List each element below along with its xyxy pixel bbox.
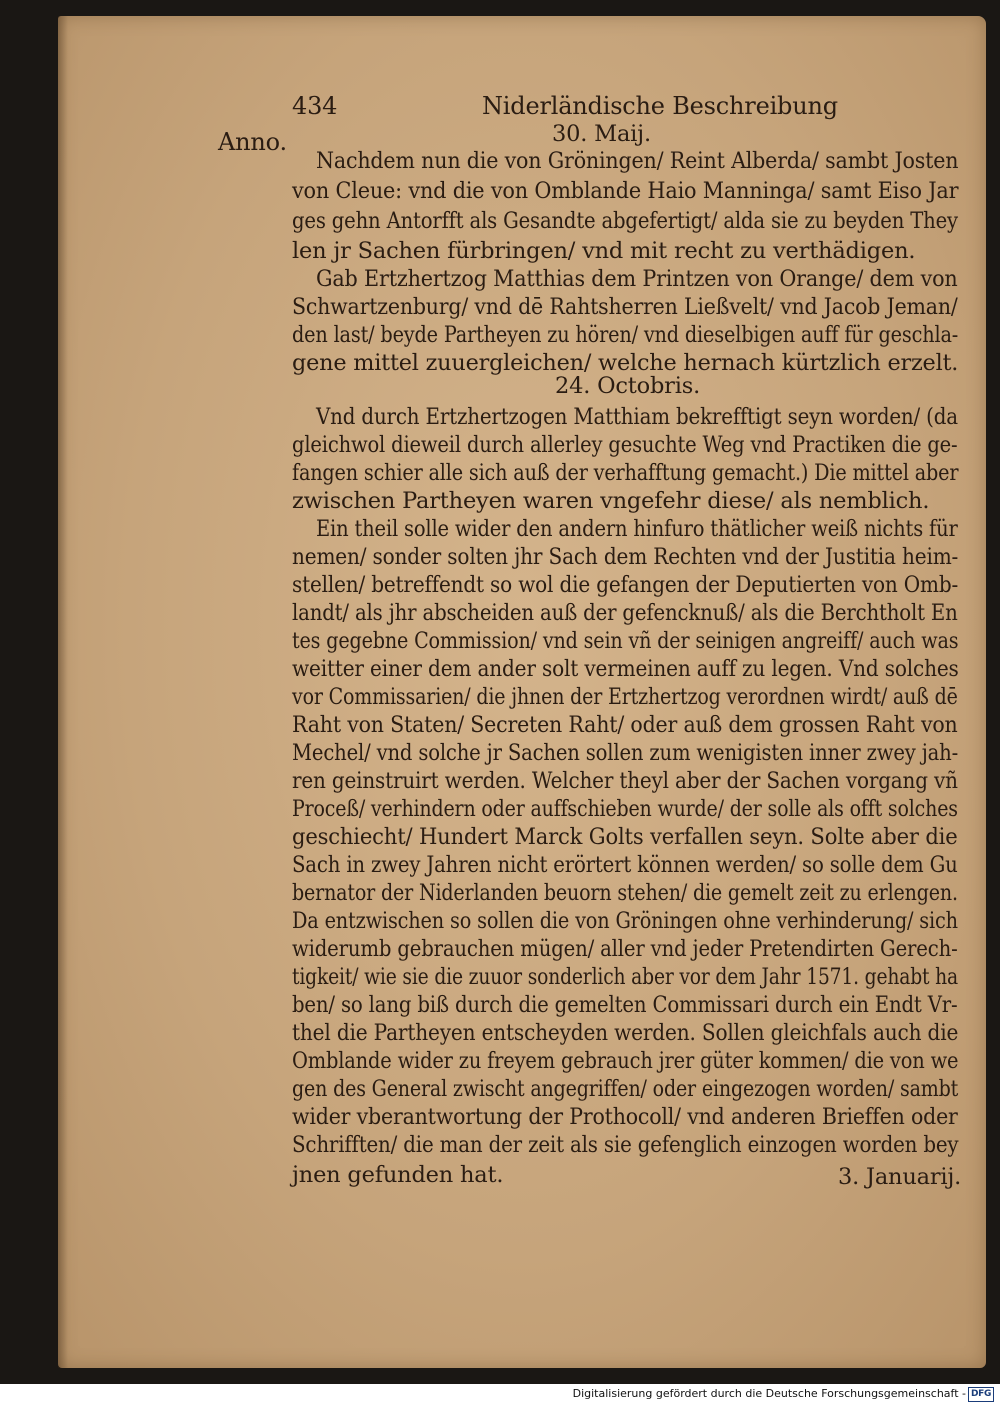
text-line: gene mittel zuuergleichen/ welche hernach kürtzlich erzelt. [292, 350, 959, 376]
text-line: Raht von Staten/ Secreten Raht/ oder auß dem grossen Raht von [292, 712, 958, 738]
text-line: bernator der Niderlanden beuorn stehen/ die gemelt zeit zu erlengen. [292, 880, 958, 906]
text-line: Nachdem nun die von Gröningen/ Reint Alberda/ sambt Josten [316, 148, 959, 174]
text-line: tes gegebne Commission/ vnd sein vñ der seinigen angreiff/ auch was [292, 628, 959, 654]
page-header [292, 92, 838, 126]
text-line: ben/ so lang biß durch die gemelten Commissari durch ein Endt Vr- [292, 992, 958, 1018]
text-line: Mechel/ vnd solche jr Sachen sollen zum wenigisten inner zwey jah- [292, 740, 959, 766]
running-title: Niderländische Beschreibung [482, 92, 838, 120]
text-line: thel die Partheyen entscheyden werden. Sollen gleichfals auch die [292, 1020, 959, 1046]
text-line: geschiecht/ Hundert Marck Golts verfallen seyn. Solte aber die [292, 824, 958, 850]
text-line: widerumb gebrauchen mügen/ aller vnd jeder Pretendirten Gerech- [292, 936, 958, 962]
text-line: ges gehn Antorfft als Gesandte abgefertigt/ alda sie zu beyden They [292, 208, 958, 234]
text-line: Schrifften/ die man der zeit als sie gefenglich einzogen worden bey [292, 1132, 959, 1158]
text-line: Da entzwischen so sollen die von Gröningen ohne verhinderung/ sich [292, 908, 958, 934]
dateline: 30. Maij. [552, 121, 651, 147]
funding-credit: Digitalisierung gefördert durch die Deutsche Forschungsgemeinschaft - [572, 1387, 966, 1400]
text-line: Schwartzenburg/ vnd dē Rahtsherren Ließvelt/ vnd Jacob Jeman/ [292, 294, 958, 320]
text-line: Omblande wider zu freyem gebrauch jrer güter kommen/ die von we [292, 1048, 959, 1074]
text-line: wider vberantwortung der Prothocoll/ vnd anderen Brieffen oder [292, 1104, 958, 1130]
text-line: len jr Sachen fürbringen/ vnd mit recht zu verthädigen. [292, 238, 916, 264]
text-line: Vnd durch Ertzhertzogen Matthiam bekrefftigt seyn worden/ (da [316, 404, 958, 430]
text-line: gleichwol dieweil durch allerley gesuchte Weg vnd Practiken die ge- [292, 432, 958, 458]
margin-note: Anno. [218, 128, 287, 156]
dfg-logo: DFG [968, 1387, 994, 1402]
text-line: Gab Ertzhertzog Matthias dem Printzen von Orange/ dem von [316, 266, 958, 292]
text-line: weitter einer dem ander solt vermeinen auff zu legen. Vnd solches [292, 656, 959, 682]
dateline: 3. Januarij. [838, 1164, 962, 1190]
text-line: ren geinstruirt werden. Welcher theyl aber der Sachen vorgang vñ [292, 768, 958, 794]
text-line: landt/ als jhr abscheiden auß der gefencknuß/ als die Berchtholt En [292, 600, 958, 626]
text-line: von Cleue: vnd die von Omblande Haio Manninga/ samt Eiso Jar [292, 178, 959, 204]
text-line: jnen gefunden hat. [292, 1162, 504, 1188]
page-number: 434 [292, 92, 338, 120]
text-line: stellen/ betreffendt so wol die gefangen der Deputierten von Omb- [292, 572, 959, 598]
page-gutter-shadow [58, 16, 68, 1368]
text-line: den last/ beyde Partheyen zu hören/ vnd dieselbigen auff für geschla- [292, 322, 959, 348]
text-line: Proceß/ verhindern oder auffschieben wurde/ der solle als offt solches [292, 796, 958, 822]
text-line: nemen/ sonder solten jhr Sach dem Rechten vnd der Justitia heim- [292, 544, 959, 570]
text-line: Ein theil solle wider den andern hinfuro thätlicher weiß nichts für [316, 516, 958, 542]
text-line: zwischen Partheyen waren vngefehr diese/ als nemblich. [292, 488, 930, 514]
text-line: gen des General zwischt angegriffen/ oder eingezogen worden/ sambt [292, 1076, 959, 1102]
text-line: tigkeit/ wie sie die zuuor sonderlich aber vor dem Jahr 1571. gehabt ha [292, 964, 959, 990]
text-line: vor Commissarien/ die jhnen der Ertzhertzog verordnen wirdt/ auß dē [292, 684, 958, 710]
text-line: fangen schier alle sich auß der verhafftung gemacht.) Die mittel aber [292, 460, 959, 486]
text-line: Sach in zwey Jahren nicht erörtert können werden/ so solle dem Gu [292, 852, 958, 878]
dateline: 24. Octobris. [555, 373, 701, 399]
footer-bar [0, 1384, 1000, 1404]
